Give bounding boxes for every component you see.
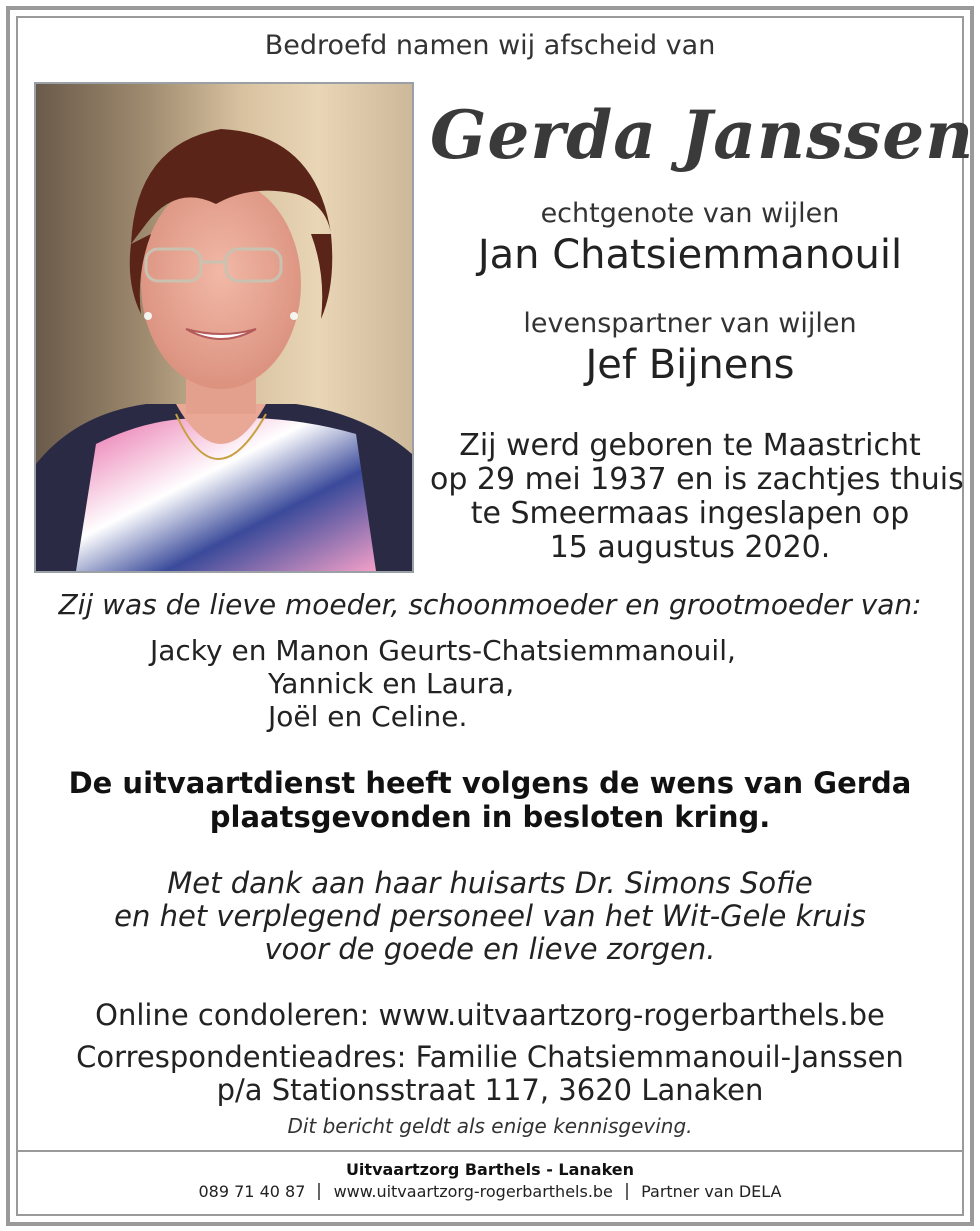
notice-text: Dit bericht geldt als enige kennisgeving. <box>287 1114 693 1138</box>
footer-phone: 089 71 40 87 <box>198 1182 306 1201</box>
birth-info-line: 15 augustus 2020. <box>549 530 831 565</box>
footer-contact-row <box>0 1182 980 1201</box>
birth-info-line: op 29 mei 1937 en is zachtjes thuis <box>430 462 964 497</box>
footer-divider <box>18 1150 962 1152</box>
deceased-name: Gerda Janssen <box>430 96 975 174</box>
footer-separator <box>318 1183 320 1200</box>
address-line: p/a Stationsstraat 117, 3620 Lanaken <box>216 1073 764 1107</box>
thanks-line: voor de goede en lieve zorgen. <box>264 932 716 966</box>
relation-label: levenspartner van wijlen <box>523 308 857 339</box>
child-line: Joël en Celine. <box>268 700 468 733</box>
footer-title: Uitvaartzorg Barthels - Lanaken <box>345 1160 635 1179</box>
condolence-line: Online condoleren: www.uitvaartzorg-rogerbarthels.be <box>95 998 885 1032</box>
portrait-photo <box>34 82 414 573</box>
service-line: plaatsgevonden in besloten kring. <box>209 800 771 834</box>
footer-partner: Partner van DELA <box>641 1182 782 1201</box>
footer-separator <box>626 1183 628 1200</box>
intro-text: Bedroefd namen wij afscheid van <box>264 30 716 61</box>
children-intro: Zij was de lieve moeder, schoonmoeder en grootmoeder van: <box>58 588 922 621</box>
thanks-line: Met dank aan haar huisarts Dr. Simons Sofie <box>167 866 813 900</box>
relation-name: Jef Bijnens <box>585 342 795 388</box>
relation-name: Jan Chatsiemmanouil <box>477 232 903 278</box>
relation-label: echtgenote van wijlen <box>540 198 840 229</box>
service-line: De uitvaartdienst heeft volgens de wens van Gerda <box>68 766 912 800</box>
footer-website-link[interactable]: www.uitvaartzorg-rogerbarthels.be <box>333 1182 613 1201</box>
thanks-line: en het verplegend personeel van het Wit-Gele kruis <box>114 899 866 933</box>
birth-info-line: te Smeermaas ingeslapen op <box>470 496 910 531</box>
address-line: Correspondentieadres: Familie Chatsiemmanouil-Janssen <box>76 1040 904 1074</box>
birth-info-line: Zij werd geboren te Maastricht <box>459 428 921 463</box>
child-line: Yannick en Laura, <box>268 667 515 700</box>
child-line: Jacky en Manon Geurts-Chatsiemmanouil, <box>150 634 736 667</box>
